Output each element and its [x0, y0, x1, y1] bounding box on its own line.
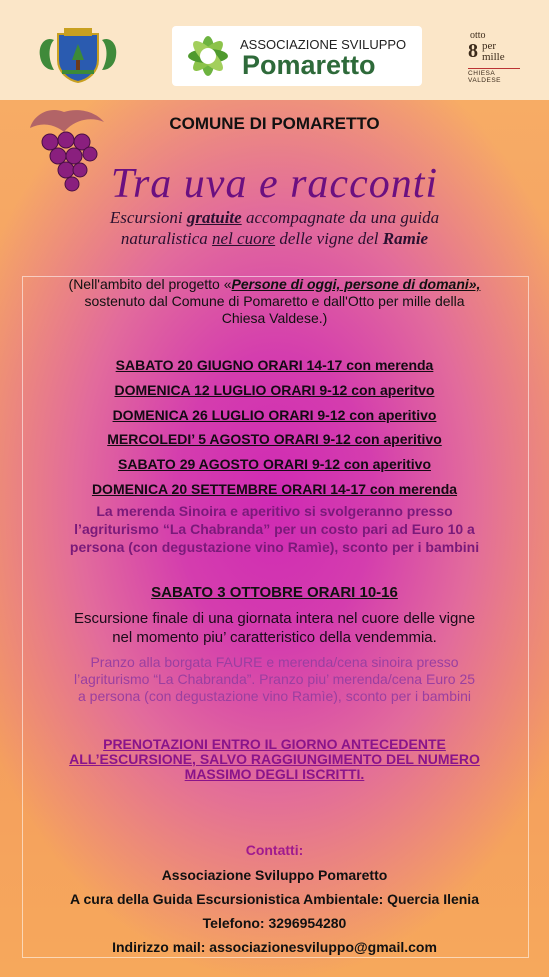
booking-line: MASSIMO DEGLI ISCRITTI. [184, 766, 365, 782]
subtitle-text: delle vigne del [275, 229, 383, 248]
otto-per: per [482, 40, 497, 52]
subtitle-text: accompagnate da una guida [241, 208, 440, 227]
booking-line: ALL’ESCURSIONE, SALVO RAGGIUNGIMENTO DEL NUMERO [69, 751, 480, 767]
booking-line: PRENOTAZIONI ENTRO IL GIORNO ANTECEDENTE [103, 736, 446, 752]
contact-email: Indirizzo mail: associazionesviluppo@gmail.com [112, 939, 437, 955]
subtitle-text: naturalistica [120, 229, 213, 248]
municipal-crest-logo [32, 26, 124, 86]
intro-text-part: (Nell'ambito del progetto « [68, 276, 232, 292]
subtitle-text: Escursioni [109, 208, 187, 227]
intro-line: Chiesa Valdese.) [221, 310, 328, 326]
intro-line [0, 276, 549, 293]
associazione-logo [172, 26, 422, 86]
contacts-heading: Contatti: [245, 842, 304, 858]
subtitle-line2 [0, 229, 549, 249]
assoc-name-line2: Pomaretto [242, 50, 376, 80]
booking-notice [0, 737, 549, 782]
subtitle-line1 [0, 208, 549, 228]
subtitle-ramie: Ramie [382, 229, 429, 248]
date-line: DOMENICA 12 LUGLIO ORARI 9-12 con aperitvo [114, 382, 435, 398]
otto-number: 8 [468, 40, 478, 62]
final-line: nel momento piu’ caratteristico della vendemmia. [112, 629, 437, 646]
note-line: l’agriturismo “La Chabranda”. Pranzo piu’ merenda/cena Euro 25 [73, 671, 476, 687]
contact-phone: Telefono: 3296954280 [202, 915, 347, 931]
otto-mille: mille [482, 51, 505, 63]
assoc-name-line1: ASSOCIAZIONE SVILUPPO [240, 37, 407, 52]
date-line: DOMENICA 20 SETTEMBRE ORARI 14-17 con merenda [91, 481, 458, 497]
note-line: persona (con degustazione vino Ramìe), sconto per i bambini [69, 539, 480, 555]
project-name: Persone di oggi, persone di domani», [231, 276, 481, 292]
note-line: La merenda Sinoira e aperitivo si svolgeranno presso [96, 503, 453, 519]
comune-heading: COMUNE DI POMARETTO [169, 114, 380, 133]
final-date: SABATO 3 OTTOBRE ORARI 10-16 [151, 584, 398, 601]
contact-guide: A cura della Guida Escursionistica Ambientale: Quercia Ilenia [70, 891, 479, 907]
note-line: a persona (con degustazione vino Ramìe), sconto per i bambini [78, 688, 471, 704]
otto-divider [468, 68, 520, 69]
crest-icon [32, 26, 124, 86]
otto-word: otto [470, 30, 486, 41]
subtitle-nel-cuore: nel cuore [212, 229, 276, 248]
subtitle-gratuite: gratuite [186, 208, 242, 227]
date-line: SABATO 29 AGOSTO ORARI 9-12 con aperitivo [118, 456, 431, 472]
final-line: Escursione finale di una giornata intera nel cuore delle vigne [73, 610, 476, 627]
date-line: MERCOLEDI’ 5 AGOSTO ORARI 9-12 con aperitivo [107, 431, 442, 447]
poster-title: Tra uva e racconti [110, 161, 439, 207]
merenda-note [0, 502, 549, 556]
pranzo-note [0, 654, 549, 705]
intro-text [0, 276, 549, 327]
final-description [0, 609, 549, 647]
date-line: DOMENICA 26 LUGLIO ORARI 9-12 con aperitivo [112, 407, 437, 423]
otto-per-mille-logo [462, 26, 528, 86]
contact-association: Associazione Sviluppo Pomaretto [161, 867, 388, 883]
flower-icon [176, 28, 240, 84]
note-line: l’agriturismo “La Chabranda” per un costo pari ad Euro 10 a [74, 521, 475, 537]
intro-line: sostenuto dal Comune di Pomaretto e dall'Otto per mille della [84, 293, 465, 309]
otto-chiesa: CHIESA VALDESE [468, 70, 502, 84]
date-line: SABATO 20 GIUGNO ORARI 14-17 con merenda [115, 357, 434, 373]
note-line: Pranzo alla borgata FAURE e merenda/cena sinoira presso [90, 654, 459, 670]
